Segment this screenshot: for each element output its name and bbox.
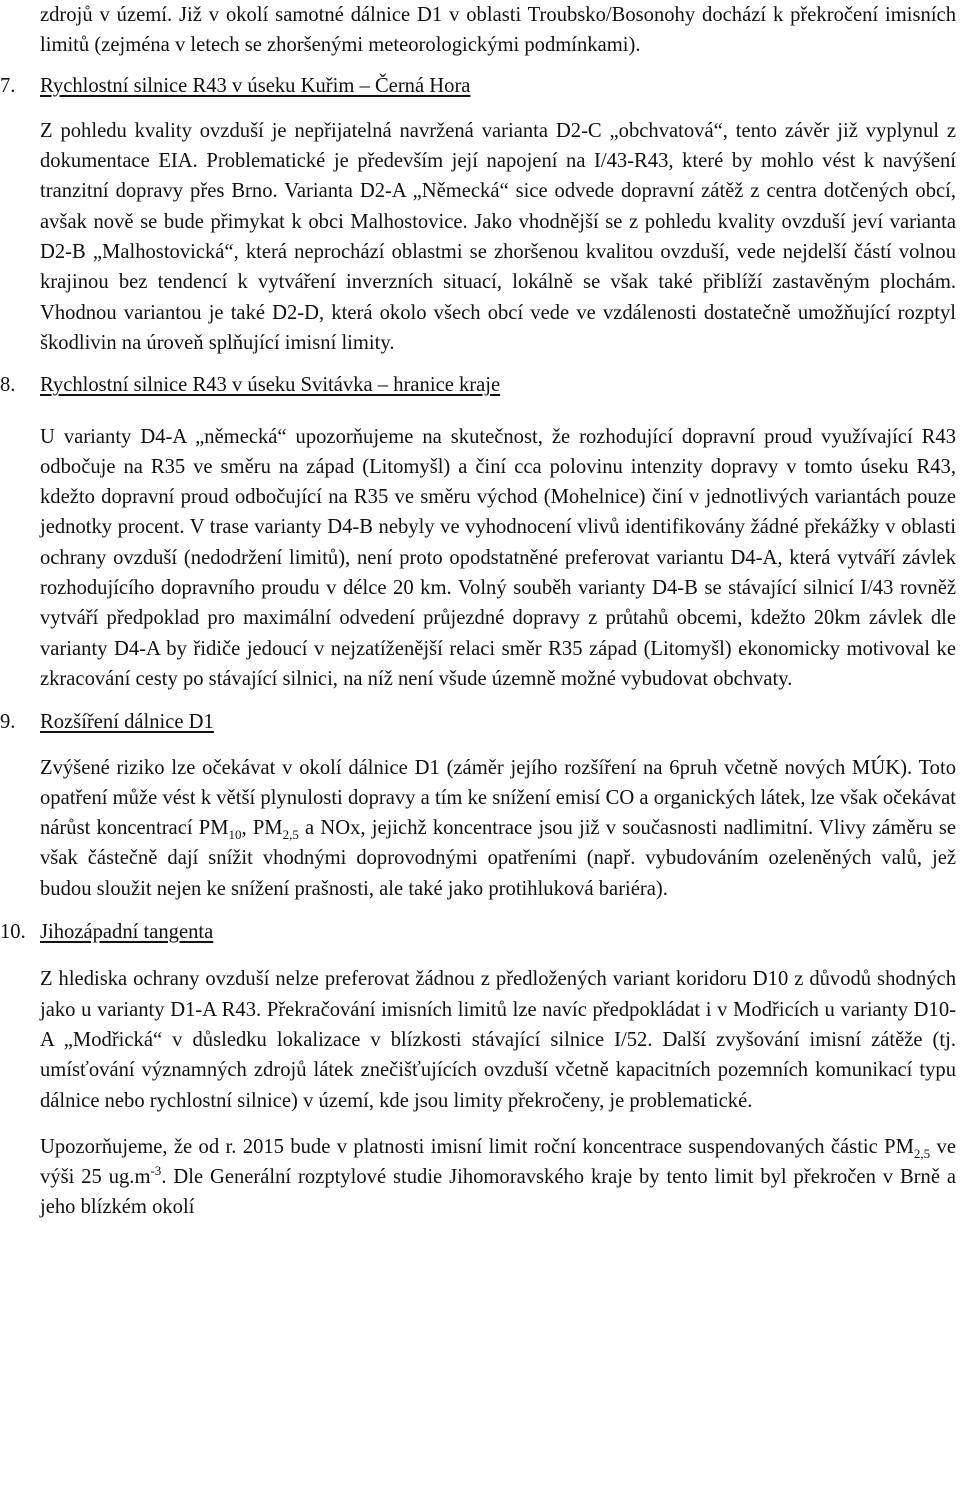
section-7-number: 7.	[0, 74, 16, 97]
section-8-number: 8.	[0, 374, 16, 397]
section-7-body: Z pohledu kvality ovzduší je nepřijatelná navržená varianta D2-C „obchvatová“, tento závěr již vyplynul z dokumentace EIA. Problematické je především její napojení na I/43-R43, které by mohlo vést k navýšení tranzitní dopravy přes Brno. Varianta D2-A „Německá“ sice odvede dopravní zátěž z centra dotčených obcí, avšak nově se bude přimykat k obci Malhostovice. Jako vhodnější se z pohledu kvality ovzduší jeví varianta D2-B „Malhostovická“, která neprochází oblastmi se zhoršenou kvalitou ovzduší, vede nejdelší částí volnou krajinou bez tendencí k vytváření inverzních situací, lokálně se však také přiblíží zastavěným plochám. Vhodnou variantou je také D2-D, která okolo všech obcí vede ve vzdálenosti dostatečně umožňující rozptyl škodlivin na úroveň splňující imisní limity.	[40, 119, 956, 354]
section-10-title: Jihozápadní tangenta	[40, 921, 214, 944]
section-9-heading	[0, 707, 956, 737]
section-10-paragraph-2: Upozorňujeme, že od r. 2015 bude v platnosti imisní limit roční koncentrace suspendovaných částic $PM_{2,5}$ ve výši 25 $ug.m^{-3}$. Dle Generální rozptylové studie Jihomoravského kraje by tento limit byl překročen v Brně a jeho blízkém okolí	[40, 1135, 956, 1219]
section-7-heading	[0, 71, 956, 101]
section-7-title: Rychlostní silnice R43 v úseku Kuřim – Černá Hora	[40, 74, 471, 97]
section-8-heading	[0, 370, 956, 400]
section-8-body: U varianty D4-A „německá“ upozorňujeme na skutečnost, že rozhodující dopravní proud využívající R43 odbočuje na R35 ve směru na západ (Litomyšl) a činí cca polovinu intenzity dopravy v tomto úseku R43, kdežto dopravní proud odbočující na R35 ve směru východ (Mohelnice) činí v jednotlivých variantách pouze jednotky procent. V trase varianty D4-B nebyly ve vyhodnocení vlivů identifikovány žádné překážky v oblasti ochrany ovzduší (nedodržení limitů), není proto opodstatněné preferovat variantu D4-A, která vytváří závlek rozhodujícího dopravního proudu v délce 20 km. Volný souběh varianty D4-B se stávající silnicí I/43 rovněž vytváří předpoklad pro maximální odvedení průjezdné dopravy z průtahů obcemi, kdežto 20km závlek dle varianty D4-A by řidiče jedoucí v nejzatíženější relaci směr R35 západ (Litomyšl) ekonomicky motivoval ke zkracování cesty po stávající silnici, na níž není všude územně možné vybudovat obchvaty.	[40, 425, 956, 690]
section-10-body: Z hlediska ochrany ovzduší nelze preferovat žádnou z předložených variant koridoru D10 z důvodů shodných jako u varianty D1-A R43. Překračování imisních limitů lze navíc předpokládat i v Modřicích u varianty D10-A „Modřická“ v důsledku lokalizace v blízkosti stávající silnice I/52. Další zvyšování imisní zátěže (tj. umísťování významných zdrojů látek znečišťujících ovzduší včetně kapacitních pozemních komunikací typu dálnice nebo rychlostní silnice) v území, kde jsou limity překročeny, je problematické.	[40, 968, 956, 1112]
section-9-number: 9.	[0, 711, 16, 734]
section-9-body: Zvýšené riziko lze očekávat v okolí dálnice D1 (záměr jejího rozšíření na 6pruh včetně nových MÚK). Toto opatření může vést k větší plynulosti dopravy a tím ke snížení emisí CO a organických látek, lze však očekávat nárůst koncentrací $PM_{10}$, $PM_{2,5}$ a NOx, jejichž koncentrace jsou již v současnosti nadlimitní. Vlivy záměru se však částečně dají snížit vhodnými doprovodnými opatřeními (např. vybudováním ozeleněných valů, jež budou sloužit nejen ke snížení prašnosti, ale také jako protihluková bariéra).	[40, 756, 956, 900]
section-9-title: Rozšíření dálnice D1	[40, 711, 214, 734]
section-8-title: Rychlostní silnice R43 v úseku Svitávka – hranice kraje	[40, 374, 501, 397]
section-10-heading	[0, 917, 956, 947]
section-10-number: 10.	[0, 921, 26, 944]
intro-paragraph: zdrojů v území. Již v okolí samotné dálnice D1 v oblasti Troubsko/Bosonohy dochází k překročení imisních limitů (zejména v letech se zhoršenými meteorologickými podmínkami).	[40, 4, 956, 57]
